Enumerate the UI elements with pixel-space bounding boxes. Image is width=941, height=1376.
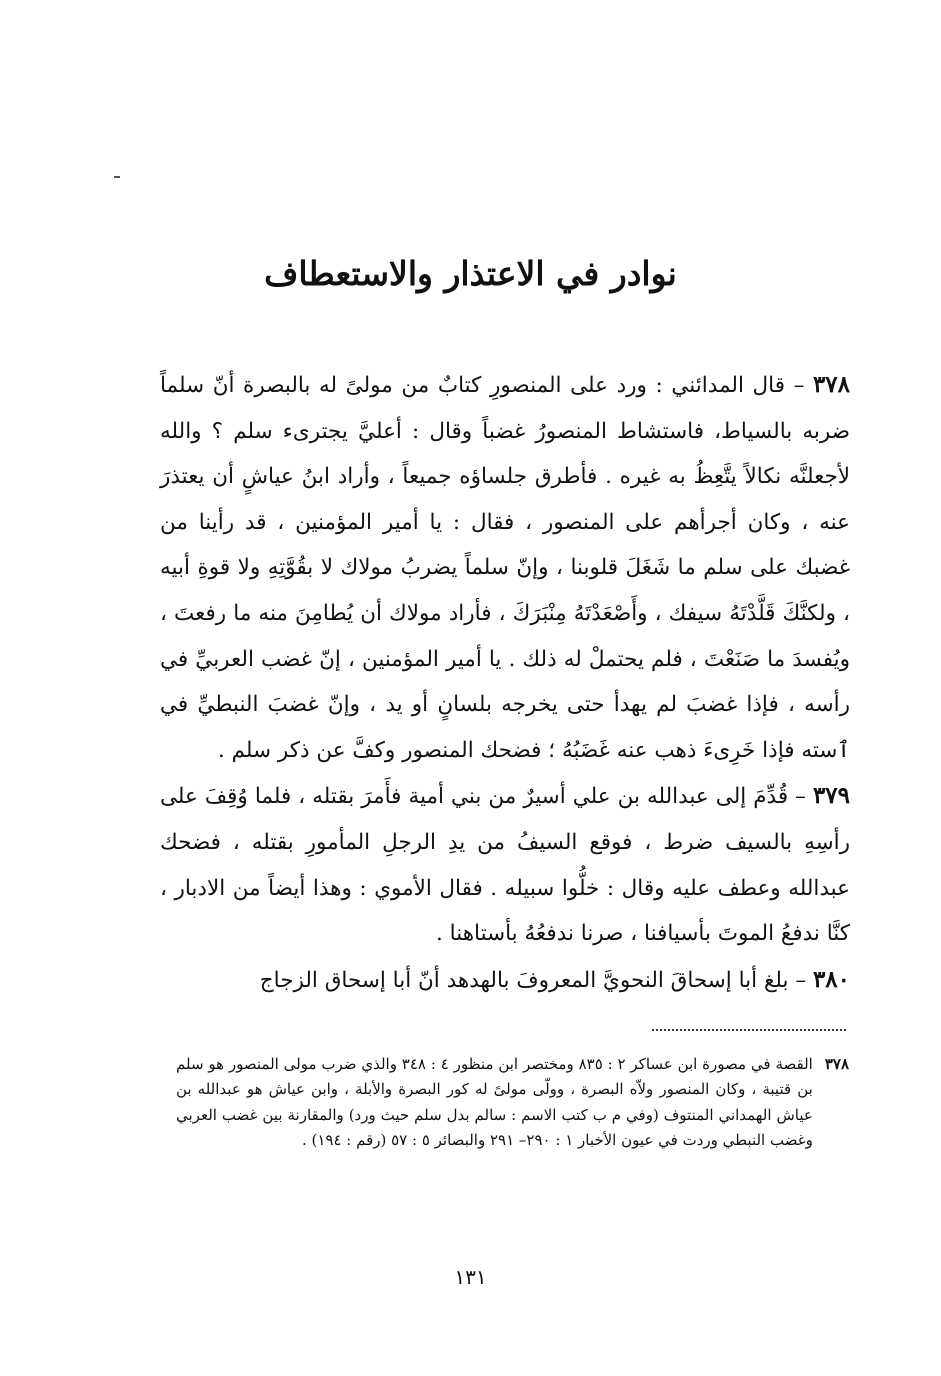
paragraph-380 [160,957,850,1004]
paragraph-text: – بلغ أبا إسحاقَ النحويَّ المعروفَ بالهدهد أنّ أبا إسحاق الزجاج [259,967,813,993]
scan-mark [114,176,120,178]
paragraph-378 [160,362,850,773]
paragraph-number: ٣٧٩ [812,782,850,810]
paragraph-number: ٣٧٨ [812,371,850,398]
paragraph-number: ٣٨٠ [812,965,850,993]
page-title: نوادر في الاعتذار والاستعطاف [264,254,677,293]
paragraph-379 [160,773,850,956]
footnote-text: القصة في مصورة ابن عساكر ٢ : ٨٣٥ ومختصر ابن منظور ٤ : ٣٤٨ والذي ضرب مولى المنصور هو سلم بن قتيبة ، وكان المنصور ولاّه البصرة ، وولّى مولىً له كور البصرة والأبلة ، وابن عياش هو عبدالله بن عياش الهمداني المنتوف (وفي م ب كتب الاسم : سالم بدل سلم حيث ورد) والمقارنة بين غضب العربي وغضب النبطي وردت في عيون الأخبار ١ : ٢٩٠– ٢٩١ والبصائر ٥ : ٥٧ (رقم : ١٩٤) . [176,1055,813,1150]
footnote-divider [652,1029,846,1031]
footnote-378 [176,1052,849,1154]
footnote-number: ٣٧٨ [824,1055,849,1073]
main-text [160,362,850,1003]
paragraph-text: – قُدِّمَ إلى عبدالله بن علي أسيرٌ من بني أمية فأَمرَ بقتله ، فلما وُقِفَ على رأسِهِ بالسيف ضرط ، فوقع السيفُ من يدِ الرجلِ المأمورِ بقتله ، فضحك عبدالله وعطف عليه وقال : خلُّوا سبيله . فقال الأموي : وهذا أيضاً من الادبار ، كنَّا ندفعُ الموتَ بأسيافنا ، صرنا ندفعُهُ بأستاهنا . [160,784,850,947]
paragraph-text: – قال المدائني : ورد على المنصورِ كتابٌ من مولىً له بالبصرة أنّ سلماً ضربه بالسياط، فاستشاط المنصورُ غضباً وقال : أعليَّ يجترىء سلم ؟ والله لأجعلنَّه نكالاً يتَّعِظُ به غيره . فأطرق جلساؤه جميعاً ، وأراد ابنُ عياشٍ أن يعتذرَ عنه ، وكان أجرأهم على المنصور ، فقال : يا أمير المؤمنين ، قد رأينا من غضبك على سلم ما شَغَلَ قلوبنا ، وإنّ سلماً يضربُ مولاك لا بقُوَّتِهِ ولا قوةِ أبيه ، ولكنَّكَ قَلَّدْتَهُ سيفك ، وأَصْعَدْتَهُ مِنْبَرَكَ ، فأراد مولاك أن يُطامِنَ منه ما رفعتَ ، ويُفسدَ ما صَنَعْتَ ، فلم يحتملْ له ذلك . يا أمير المؤمنين ، إنّ غضب العربيِّ في رأسه ، فإذا غضبَ لم يهدأ حتى يخرجه بلسانٍ أو يد ، وإنّ غضبَ النبطيِّ في ٱسته فإذا خَرِىءَ ذهب عنه غَضَبُهُ ؛ فضحك المنصور وكفَّ عن ذكر سلم . [160,373,850,763]
page-number: ١٣١ [454,1265,487,1289]
